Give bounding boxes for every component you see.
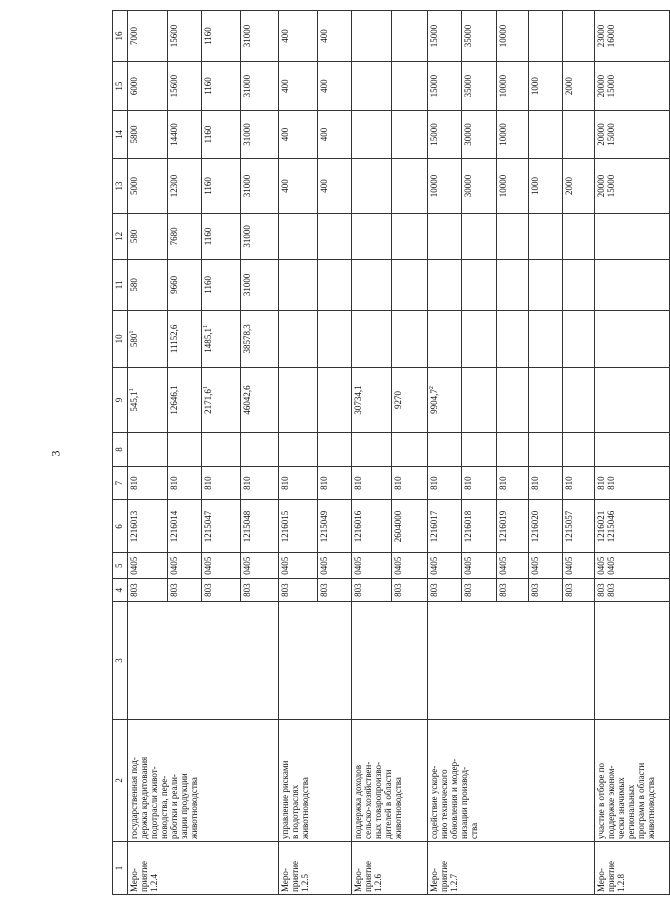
table-cell: 8 [113,433,128,467]
table-cell [318,433,352,467]
table-cell [529,310,563,367]
table-cell: 1215049 [318,500,352,553]
table-cell: 1216016 [352,500,392,553]
table-cell: 810 [168,466,202,500]
table-cell [352,259,392,310]
table-row [428,11,462,895]
table-cell [279,259,318,310]
table-cell: 1160 [202,213,241,259]
table-cell: 15000 [428,11,462,62]
table-cell: 6 [113,500,128,553]
table-cell: 4 [113,578,128,601]
table-cell [563,111,595,159]
table-cell [462,433,497,467]
table-cell [529,111,563,159]
table-row [279,11,318,895]
measure-description: управление рисками в подотраслях животноводства [279,719,352,841]
table-cell [497,367,529,432]
table-cell-footnoted: 2171,6$^1$ [202,367,241,432]
table-cell: 1160 [202,158,241,213]
table-cell [279,602,352,719]
table-cell: 9 [113,367,128,432]
table-cell-footnoted: 9904,7$^2$ [428,367,462,432]
table-cell: 0405 [352,553,392,578]
table-cell [595,433,670,467]
table-cell [595,310,670,367]
table-cell: 803 [202,578,241,601]
table-cell [128,433,168,467]
table-cell: 1215057 [563,500,595,553]
table-cell [529,433,563,467]
table-cell: 803 [497,578,529,601]
table-cell: 810 [392,466,428,500]
table-cell: 7680 [168,213,202,259]
measure-description: участие в отборе по поддержке эконом- чески значимых региональных программ в области животноводства [595,719,670,841]
table-row [128,11,168,895]
table-cell: 10000 [497,111,529,159]
table-cell: 0405 [202,553,241,578]
table-cell [352,11,392,62]
table-cell: 13 [113,158,128,213]
table-cell: 0405 0405 [595,553,670,578]
table-cell [497,213,529,259]
table-cell: 5 [113,553,128,578]
table-cell: 0405 [128,553,168,578]
table-cell: 0405 [392,553,428,578]
table-cell: 1160 [202,259,241,310]
table-cell: 810 [497,466,529,500]
table-cell: 803 [392,578,428,601]
table-cell: 400 [279,111,318,159]
table-cell [428,213,462,259]
header-row [113,11,128,895]
table-cell: 803 [128,578,168,601]
measure-cell: Меро- приятие 1.2.4 [128,841,279,894]
table-cell: 16 [113,11,128,62]
table-cell: 35000 [462,62,497,111]
table-row [595,11,670,895]
measure-description: государственная под- держка кредитования подотрасли живот- новодства, пере- работки и реали- зации продукции животноводства [128,719,279,841]
table-cell: 23000 16000 [595,11,670,62]
table-cell: 31000 [241,11,279,62]
table-cell: 20000 15000 [595,158,670,213]
table-cell [595,259,670,310]
table-cell: 2000 [563,158,595,213]
table-cell: 810 [202,466,241,500]
table-cell: 810 [128,466,168,500]
table-cell: 3 [113,602,128,719]
table-cell: 0405 [318,553,352,578]
table-cell [318,367,352,432]
table-cell: 31000 [241,158,279,213]
table-cell: 2 [113,719,128,841]
table-cell [563,213,595,259]
table-cell: 0405 [563,553,595,578]
table-cell: 810 [428,466,462,500]
table-cell: 12 [113,213,128,259]
table-cell [392,310,428,367]
table-cell [497,259,529,310]
table-cell: 1215047 [202,500,241,553]
table-cell [352,62,392,111]
table-cell: 6000 [128,62,168,111]
table-cell: 400 [279,11,318,62]
table-cell [462,367,497,432]
table-cell: 810 [279,466,318,500]
table-cell: 580 [128,259,168,310]
table-cell: 810 [352,466,392,500]
table-cell: 803 [462,578,497,601]
table-cell [318,213,352,259]
table-cell: 1216019 [497,500,529,553]
table-cell: 10000 [497,62,529,111]
table-cell [352,433,392,467]
table-cell: 10000 [428,158,462,213]
table-cell [392,213,428,259]
table-cell [128,602,279,719]
table-cell [352,310,392,367]
table-cell: 1216020 [529,500,563,553]
measure-description: поддержка доходов сельско-хозяйствен- ных товаропроизво- дителей в области животноводства [352,719,428,841]
table-cell: 1216014 [168,500,202,553]
table-cell: 38578,3 [241,310,279,367]
table-cell [497,433,529,467]
table-cell: 803 [563,578,595,601]
table-cell-footnoted: 1485,1$^1$ [202,310,241,367]
table-cell: 9660 [168,259,202,310]
table-cell-footnoted: $580^1$ [128,310,168,367]
table-cell [595,213,670,259]
table-cell [318,259,352,310]
table-cell [279,213,318,259]
table-cell [279,367,318,432]
table-cell [392,433,428,467]
table-cell [497,310,529,367]
table-cell: 0405 [529,553,563,578]
table-cell: 10 [113,310,128,367]
table-cell: 1216013 [128,500,168,553]
table-cell: 810 [462,466,497,500]
table-cell: 810 [318,466,352,500]
table-cell [563,367,595,432]
table-cell: 400 [318,158,352,213]
table-cell: 15600 [168,11,202,62]
table-cell: 1160 [202,62,241,111]
table-cell: 14 [113,111,128,159]
table-cell: 11152,6 [168,310,202,367]
table-cell: 803 [428,578,462,601]
table-cell [392,158,428,213]
table-cell: 10000 [497,11,529,62]
table-cell: 400 [318,62,352,111]
table-cell: 12300 [168,158,202,213]
table-cell [392,259,428,310]
table-cell: 0405 [168,553,202,578]
table-cell [352,158,392,213]
table-cell [318,310,352,367]
table-cell: 1216017 [428,500,462,553]
table-cell: 1160 [202,111,241,159]
table-cell: 20000 15000 [595,62,670,111]
table-cell [168,433,202,467]
measure-description: содействие ускоре- нию технического обновления и модер- низации производ- ства [428,719,595,841]
table-cell: 31000 [241,259,279,310]
table-cell: 1216015 [279,500,318,553]
measure-cell: Меро- приятие 1.2.6 [352,841,428,894]
table-cell [529,11,563,62]
table-cell: 400 [318,111,352,159]
table-row [352,11,392,895]
table-cell: 35000 [462,11,497,62]
table-cell [529,213,563,259]
table-cell: 30000 [462,111,497,159]
table-cell: 400 [318,11,352,62]
table-cell [529,367,563,432]
table-cell: 810 [529,466,563,500]
table-cell: 30000 [462,158,497,213]
table-cell [392,62,428,111]
table-cell: 1216018 [462,500,497,553]
table-cell: 2604000 [392,500,428,553]
table-cell: 0405 [279,553,318,578]
table-cell [462,259,497,310]
table-cell: 1000 [529,62,563,111]
table-cell [529,259,563,310]
measure-cell: Меро- приятие 1.2.5 [279,841,352,894]
table-cell: 1215048 [241,500,279,553]
table-cell [279,310,318,367]
table-cell: 5800 [128,111,168,159]
table-cell: 2000 [563,62,595,111]
table-cell [595,367,670,432]
table-cell: 810 [241,466,279,500]
table-cell [202,433,241,467]
table-cell [563,433,595,467]
table-cell: 803 [168,578,202,601]
table-cell: 9270 [392,367,428,432]
table-cell: 0405 [462,553,497,578]
table-cell: 0405 [428,553,462,578]
table-cell: 803 [279,578,318,601]
table-cell: 30734,1 [352,367,392,432]
table-cell [428,602,595,719]
budget-table [112,10,670,895]
table-cell: 810 810 [595,466,670,500]
table-cell [352,111,392,159]
table-cell [428,259,462,310]
table-cell: 0405 [241,553,279,578]
table-cell: 11 [113,259,128,310]
measure-cell: Меро- приятие 1.2.7 [428,841,595,894]
table-cell: 12646,1 [168,367,202,432]
table-cell [563,310,595,367]
table-cell: 803 [318,578,352,601]
table-cell: 31000 [241,62,279,111]
table-cell: 15 [113,62,128,111]
table-cell: 1216021 1215046 [595,500,670,553]
table-cell: 20000 15000 [595,111,670,159]
table-cell: 46042,6 [241,367,279,432]
table-cell [392,11,428,62]
table-cell [462,213,497,259]
page-number: 3 [48,450,63,457]
table-cell: 7000 [128,11,168,62]
table-cell: 1160 [202,11,241,62]
table-cell: 400 [279,158,318,213]
table-cell [392,111,428,159]
table-cell [563,259,595,310]
table-cell: 400 [279,62,318,111]
table-cell: 803 803 [595,578,670,601]
table-cell: 7 [113,466,128,500]
table-cell: 1000 [529,158,563,213]
table-cell: 15000 [428,62,462,111]
table-cell: 31000 [241,213,279,259]
table-cell: 0405 [497,553,529,578]
table-cell [428,433,462,467]
table-cell: 5000 [128,158,168,213]
table-cell [563,11,595,62]
table-cell: 580 [128,213,168,259]
table-cell [352,602,428,719]
measure-cell: Меро- приятие 1.2.8 [595,841,670,894]
table-cell [352,213,392,259]
table-cell: 803 [241,578,279,601]
table-cell: 1 [113,841,128,894]
table-cell: 803 [352,578,392,601]
table-cell [595,602,670,719]
table-cell: 14400 [168,111,202,159]
table-cell-footnoted: 545,1$^1$ [128,367,168,432]
rotated-page [112,10,656,895]
table-cell [462,310,497,367]
table-cell: 31000 [241,111,279,159]
table-cell: 15600 [168,62,202,111]
table-cell: 10000 [497,158,529,213]
table-cell [279,433,318,467]
table-cell [428,310,462,367]
table-cell: 803 [529,578,563,601]
table-cell: 15000 [428,111,462,159]
table-cell [241,433,279,467]
table-cell: 810 [563,466,595,500]
